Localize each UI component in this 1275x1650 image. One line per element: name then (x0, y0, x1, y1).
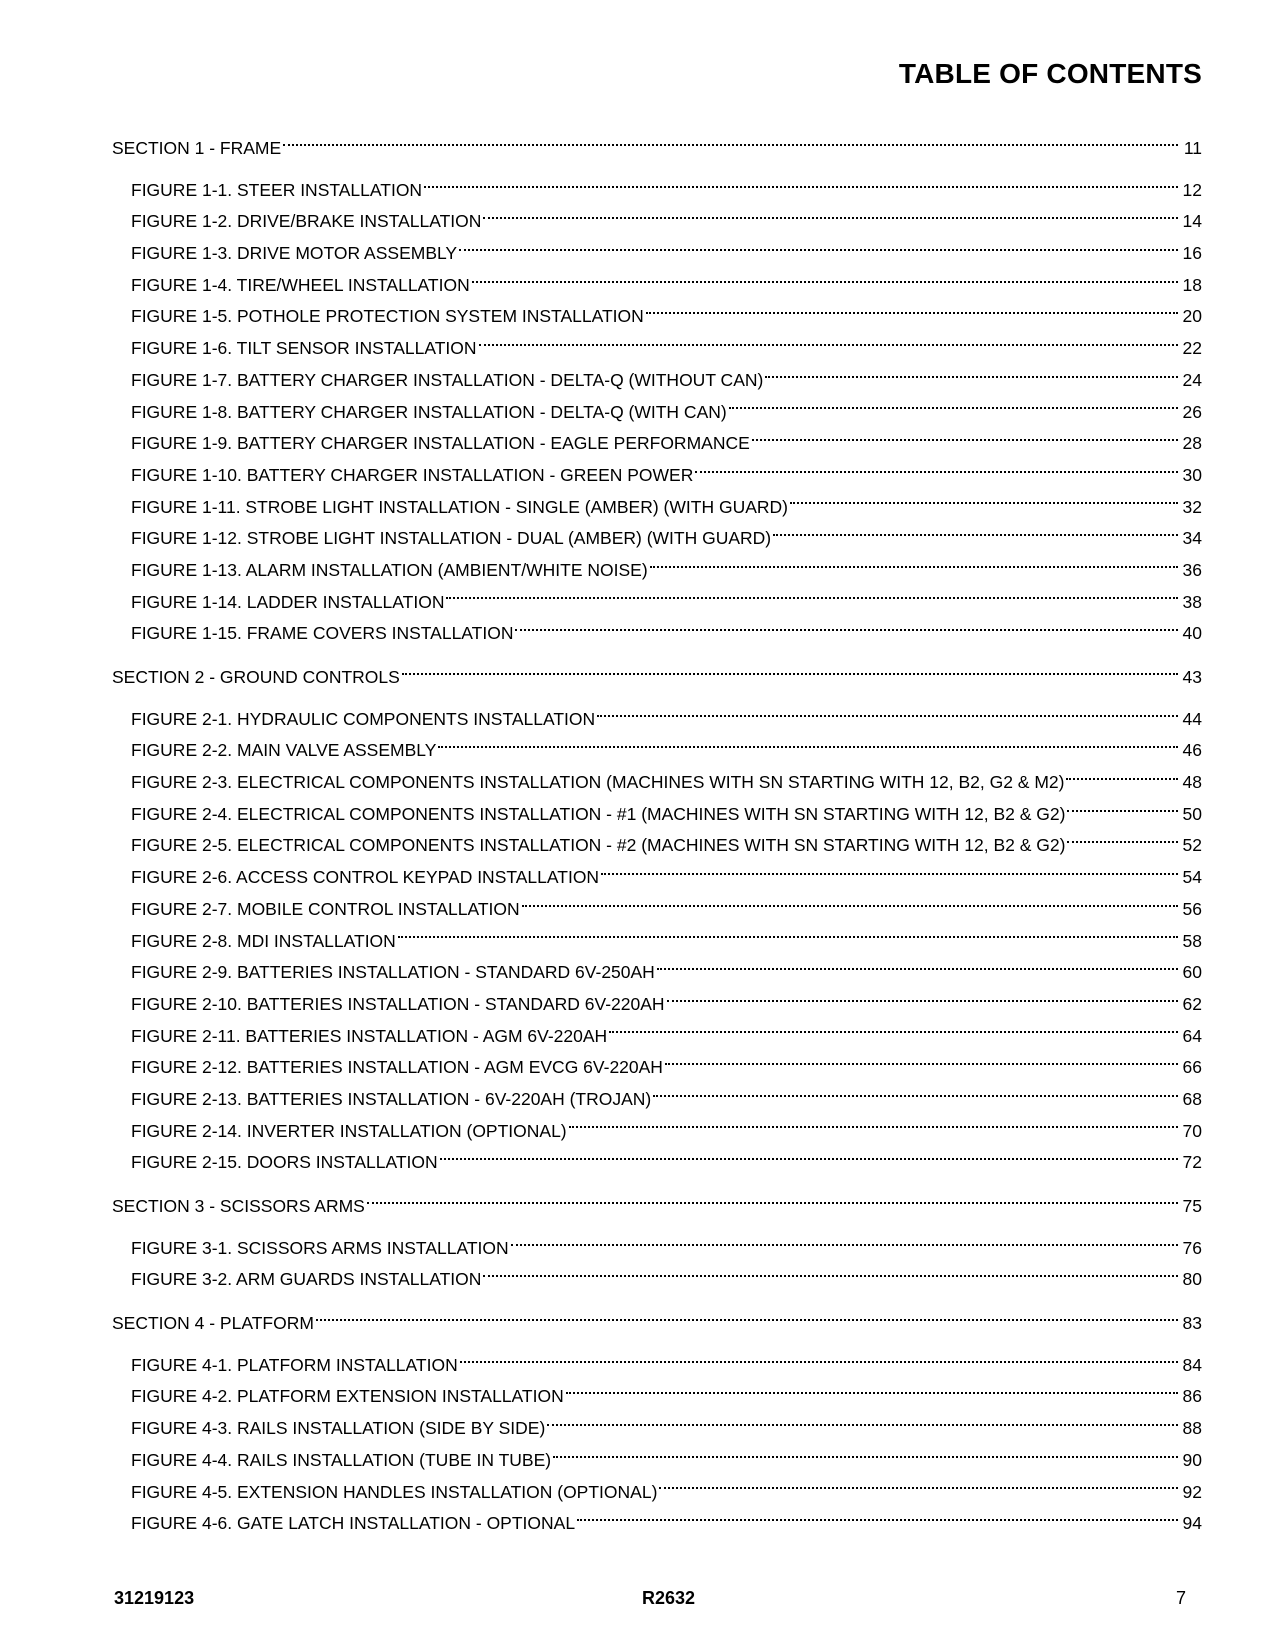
toc-figure-entry[interactable] (112, 1116, 1202, 1148)
toc-section-entry-page: 75 (1182, 1196, 1202, 1216)
dot-leader (765, 376, 1178, 378)
toc-figure-entry-label: FIGURE 1-4. TIRE/WHEEL INSTALLATION (131, 274, 470, 295)
toc-figure-entry-page: 36 (1182, 559, 1202, 580)
toc-figure-entry-page: 86 (1182, 1386, 1202, 1407)
toc-figure-entry-label: FIGURE 1-2. DRIVE/BRAKE INSTALLATION (131, 211, 482, 232)
toc-figure-entry-page: 70 (1182, 1120, 1202, 1141)
toc-figure-entry[interactable] (112, 428, 1202, 460)
toc-figure-entry-page: 62 (1182, 993, 1202, 1014)
toc-figure-list (112, 175, 1202, 650)
toc-figure-entry-page: 38 (1182, 591, 1202, 612)
toc-figure-entry-page: 80 (1182, 1269, 1202, 1290)
toc-figure-entry[interactable] (112, 767, 1202, 799)
toc-figure-entry-page: 84 (1182, 1354, 1202, 1375)
table-of-contents (112, 133, 1202, 1540)
dot-leader (659, 1487, 1178, 1489)
toc-section-entry-label: SECTION 2 - GROUND CONTROLS (112, 667, 400, 687)
toc-figure-entry[interactable] (112, 175, 1202, 207)
toc-figure-entry-label: FIGURE 1-15. FRAME COVERS INSTALLATION (131, 623, 514, 644)
dot-leader (398, 936, 1178, 938)
toc-figure-entry[interactable] (112, 301, 1202, 333)
toc-figure-entry-label: FIGURE 1-6. TILT SENSOR INSTALLATION (131, 338, 477, 359)
toc-figure-entry-label: FIGURE 1-1. STEER INSTALLATION (131, 179, 423, 200)
dot-leader (367, 1202, 1178, 1204)
toc-figure-entry-label: FIGURE 3-1. SCISSORS ARMS INSTALLATION (131, 1237, 509, 1258)
toc-section (112, 133, 1202, 650)
toc-figure-entry-page: 92 (1182, 1481, 1202, 1502)
page-footer (0, 1588, 1275, 1612)
dot-leader (446, 597, 1178, 599)
toc-figure-entry[interactable] (112, 1477, 1202, 1509)
toc-figure-entry[interactable] (112, 989, 1202, 1021)
toc-figure-entry-label: FIGURE 2-5. ELECTRICAL COMPONENTS INSTALLATION - #2 (MACHINES WITH SN STARTING WITH 12, B2 & G2) (131, 835, 1066, 856)
toc-figure-list (112, 704, 1202, 1179)
toc-figure-entry-page: 44 (1182, 708, 1202, 729)
toc-figure-entry-page: 56 (1182, 898, 1202, 919)
toc-figure-list (112, 1350, 1202, 1540)
toc-figure-entry-label: FIGURE 2-3. ELECTRICAL COMPONENTS INSTALLATION (MACHINES WITH SN STARTING WITH 12, B2, G2 & M2) (131, 772, 1065, 793)
toc-figure-entry-label: FIGURE 4-5. EXTENSION HANDLES INSTALLATION (OPTIONAL) (131, 1481, 658, 1502)
dot-leader (695, 471, 1178, 473)
dot-leader (1066, 778, 1178, 780)
toc-figure-entry-page: 22 (1182, 338, 1202, 359)
dot-leader (479, 344, 1178, 346)
toc-figure-entry[interactable] (112, 1233, 1202, 1265)
toc-figure-entry-page: 94 (1182, 1513, 1202, 1534)
toc-figure-entry[interactable] (112, 206, 1202, 238)
toc-figure-entry[interactable] (112, 555, 1202, 587)
toc-figure-entry[interactable] (112, 957, 1202, 989)
toc-figure-entry-label: FIGURE 1-14. LADDER INSTALLATION (131, 591, 445, 612)
dot-leader (511, 1244, 1178, 1246)
toc-figure-entry[interactable] (112, 1445, 1202, 1477)
toc-figure-entry-page: 34 (1182, 528, 1202, 549)
toc-figure-entry[interactable] (112, 1508, 1202, 1540)
toc-figure-entry-label: FIGURE 2-12. BATTERIES INSTALLATION - AGM EVCG 6V-220AH (131, 1057, 663, 1078)
dot-leader (283, 144, 1178, 146)
toc-figure-entry[interactable] (112, 1021, 1202, 1053)
toc-figure-entry-page: 50 (1182, 803, 1202, 824)
footer-doc-number: 31219123 (114, 1588, 195, 1608)
dot-leader (402, 673, 1178, 675)
toc-figure-entry-label: FIGURE 4-4. RAILS INSTALLATION (TUBE IN TUBE) (131, 1449, 552, 1470)
toc-figure-entry-label: FIGURE 1-8. BATTERY CHARGER INSTALLATION - DELTA-Q (WITH CAN) (131, 401, 727, 422)
dot-leader (553, 1456, 1178, 1458)
toc-figure-entry-label: FIGURE 3-2. ARM GUARDS INSTALLATION (131, 1269, 482, 1290)
toc-figure-entry[interactable] (112, 1264, 1202, 1296)
dot-leader (316, 1319, 1178, 1321)
dot-leader (460, 1361, 1178, 1363)
toc-figure-entry-label: FIGURE 1-3. DRIVE MOTOR ASSEMBLY (131, 243, 458, 264)
dot-leader (1067, 841, 1178, 843)
dot-leader (438, 746, 1178, 748)
toc-figure-entry-page: 90 (1182, 1449, 1202, 1470)
toc-figure-entry-page: 30 (1182, 464, 1202, 485)
toc-figure-entry-label: FIGURE 2-7. MOBILE CONTROL INSTALLATION (131, 898, 520, 919)
dot-leader (547, 1424, 1178, 1426)
toc-section-entry-label: SECTION 1 - FRAME (112, 138, 282, 158)
toc-figure-entry[interactable] (112, 1350, 1202, 1382)
toc-figure-entry-page: 14 (1182, 211, 1202, 232)
toc-figure-entry[interactable] (112, 270, 1202, 302)
toc-figure-entry-label: FIGURE 4-1. PLATFORM INSTALLATION (131, 1354, 458, 1375)
dot-leader (773, 534, 1178, 536)
toc-section-entry-label: SECTION 3 - SCISSORS ARMS (112, 1196, 365, 1216)
toc-figure-entry[interactable] (112, 735, 1202, 767)
toc-figure-entry[interactable] (112, 1052, 1202, 1084)
toc-figure-entry-label: FIGURE 2-9. BATTERIES INSTALLATION - STANDARD 6V-250AH (131, 962, 655, 983)
toc-figure-entry-label: FIGURE 2-15. DOORS INSTALLATION (131, 1152, 438, 1173)
toc-section-entry[interactable] (112, 1191, 1202, 1223)
toc-figure-entry[interactable] (112, 1413, 1202, 1445)
toc-figure-entry-label: FIGURE 4-6. GATE LATCH INSTALLATION - OPTIONAL (131, 1513, 576, 1534)
toc-figure-entry[interactable] (112, 704, 1202, 736)
toc-figure-entry-page: 18 (1182, 274, 1202, 295)
dot-leader (569, 1126, 1178, 1128)
toc-figure-entry-label: FIGURE 2-10. BATTERIES INSTALLATION - STANDARD 6V-220AH (131, 993, 665, 1014)
toc-section-entry[interactable] (112, 1308, 1202, 1340)
toc-figure-entry[interactable] (112, 830, 1202, 862)
toc-figure-entry-page: 60 (1182, 962, 1202, 983)
toc-section (112, 1308, 1202, 1540)
toc-figure-entry-page: 46 (1182, 740, 1202, 761)
toc-figure-entry-label: FIGURE 1-10. BATTERY CHARGER INSTALLATION - GREEN POWER (131, 464, 694, 485)
toc-figure-entry-label: FIGURE 4-2. PLATFORM EXTENSION INSTALLATION (131, 1386, 564, 1407)
toc-section-entry-page: 83 (1182, 1313, 1202, 1334)
toc-figure-entry-page: 76 (1182, 1237, 1202, 1258)
dot-leader (601, 873, 1178, 875)
toc-figure-entry[interactable] (112, 618, 1202, 650)
toc-figure-entry[interactable] (112, 587, 1202, 619)
toc-figure-entry[interactable] (112, 460, 1202, 492)
toc-section-entry-page: 11 (1183, 138, 1202, 158)
dot-leader (515, 629, 1178, 631)
toc-figure-entry-page: 72 (1182, 1152, 1202, 1173)
toc-figure-entry-page: 20 (1182, 306, 1202, 327)
dot-leader (459, 249, 1178, 251)
footer-revision: R2632 (642, 1588, 696, 1608)
toc-figure-entry-label: FIGURE 2-6. ACCESS CONTROL KEYPAD INSTALLATION (131, 867, 600, 888)
toc-figure-entry-label: FIGURE 4-3. RAILS INSTALLATION (SIDE BY SIDE) (131, 1418, 546, 1439)
toc-figure-entry-page: 32 (1182, 496, 1202, 517)
toc-section-entry[interactable] (112, 662, 1202, 694)
toc-figure-entry-page: 58 (1182, 930, 1202, 951)
dot-leader (1067, 810, 1178, 812)
dot-leader (609, 1031, 1178, 1033)
toc-figure-entry-page: 64 (1182, 1025, 1202, 1046)
dot-leader (566, 1392, 1178, 1394)
dot-leader (440, 1158, 1178, 1160)
toc-figure-entry-page: 16 (1182, 243, 1202, 264)
dot-leader (472, 281, 1178, 283)
toc-figure-entry-page: 28 (1182, 433, 1202, 454)
toc-figure-entry-page: 24 (1182, 369, 1202, 390)
toc-figure-entry-label: FIGURE 1-13. ALARM INSTALLATION (AMBIENT/WHITE NOISE) (131, 559, 648, 580)
dot-leader (483, 217, 1178, 219)
dot-leader (577, 1519, 1178, 1521)
dot-leader (657, 968, 1178, 970)
toc-figure-entry-page: 12 (1182, 179, 1202, 200)
toc-figure-entry[interactable] (112, 1381, 1202, 1413)
toc-section-entry-page: 43 (1182, 667, 1202, 687)
toc-figure-entry[interactable] (112, 523, 1202, 555)
toc-figure-entry-label: FIGURE 1-5. POTHOLE PROTECTION SYSTEM INSTALLATION (131, 306, 644, 327)
toc-figure-list (112, 1233, 1202, 1296)
page-title: TABLE OF CONTENTS (898, 58, 1202, 89)
toc-figure-entry-label: FIGURE 2-11. BATTERIES INSTALLATION - AGM 6V-220AH (131, 1025, 608, 1046)
toc-figure-entry-page: 40 (1182, 623, 1202, 644)
dot-leader (424, 186, 1178, 188)
toc-figure-entry-label: FIGURE 2-8. MDI INSTALLATION (131, 930, 396, 951)
toc-figure-entry-page: 52 (1182, 835, 1202, 856)
toc-figure-entry[interactable] (112, 894, 1202, 926)
toc-figure-entry-label: FIGURE 2-4. ELECTRICAL COMPONENTS INSTALLATION - #1 (MACHINES WITH SN STARTING WITH 12, B2 & G2) (131, 803, 1066, 824)
footer-page-number: 7 (1176, 1588, 1187, 1608)
toc-section-entry-label: SECTION 4 - PLATFORM (112, 1313, 314, 1334)
toc-figure-entry-page: 54 (1182, 867, 1202, 888)
toc-figure-entry-page: 88 (1182, 1418, 1202, 1439)
toc-figure-entry-page: 26 (1182, 401, 1202, 422)
dot-leader (650, 566, 1178, 568)
toc-figure-entry[interactable] (112, 799, 1202, 831)
dot-leader (646, 312, 1178, 314)
toc-figure-entry[interactable] (112, 862, 1202, 894)
dot-leader (597, 715, 1178, 717)
dot-leader (522, 905, 1178, 907)
toc-section-entry[interactable] (112, 133, 1202, 165)
toc-figure-entry[interactable] (112, 333, 1202, 365)
toc-figure-entry-label: FIGURE 1-12. STROBE LIGHT INSTALLATION - DUAL (AMBER) (WITH GUARD) (131, 528, 772, 549)
toc-figure-entry[interactable] (112, 365, 1202, 397)
toc-section (112, 662, 1202, 1179)
dot-leader (667, 1000, 1178, 1002)
toc-figure-entry-label: FIGURE 2-1. HYDRAULIC COMPONENTS INSTALLATION (131, 708, 596, 729)
toc-figure-entry-label: FIGURE 2-13. BATTERIES INSTALLATION - 6V-220AH (TROJAN) (131, 1088, 652, 1109)
toc-figure-entry-label: FIGURE 1-11. STROBE LIGHT INSTALLATION - SINGLE (AMBER) (WITH GUARD) (131, 496, 788, 517)
toc-figure-entry[interactable] (112, 1084, 1202, 1116)
toc-figure-entry[interactable] (112, 1147, 1202, 1179)
toc-figure-entry-page: 68 (1182, 1088, 1202, 1109)
dot-leader (653, 1095, 1178, 1097)
toc-figure-entry[interactable] (112, 238, 1202, 270)
toc-figure-entry[interactable] (112, 926, 1202, 958)
toc-figure-entry[interactable] (112, 397, 1202, 429)
toc-figure-entry-label: FIGURE 2-2. MAIN VALVE ASSEMBLY (131, 740, 437, 761)
toc-figure-entry-page: 66 (1182, 1057, 1202, 1078)
toc-figure-entry-page: 48 (1182, 772, 1202, 793)
toc-figure-entry[interactable] (112, 492, 1202, 524)
toc-figure-entry-label: FIGURE 1-7. BATTERY CHARGER INSTALLATION - DELTA-Q (WITHOUT CAN) (131, 369, 764, 390)
dot-leader (752, 439, 1178, 441)
dot-leader (483, 1275, 1178, 1277)
toc-figure-entry-label: FIGURE 1-9. BATTERY CHARGER INSTALLATION - EAGLE PERFORMANCE (131, 433, 750, 454)
toc-figure-entry-label: FIGURE 2-14. INVERTER INSTALLATION (OPTIONAL) (131, 1120, 567, 1141)
dot-leader (665, 1063, 1178, 1065)
dot-leader (729, 407, 1178, 409)
dot-leader (790, 502, 1178, 504)
toc-section (112, 1191, 1202, 1296)
